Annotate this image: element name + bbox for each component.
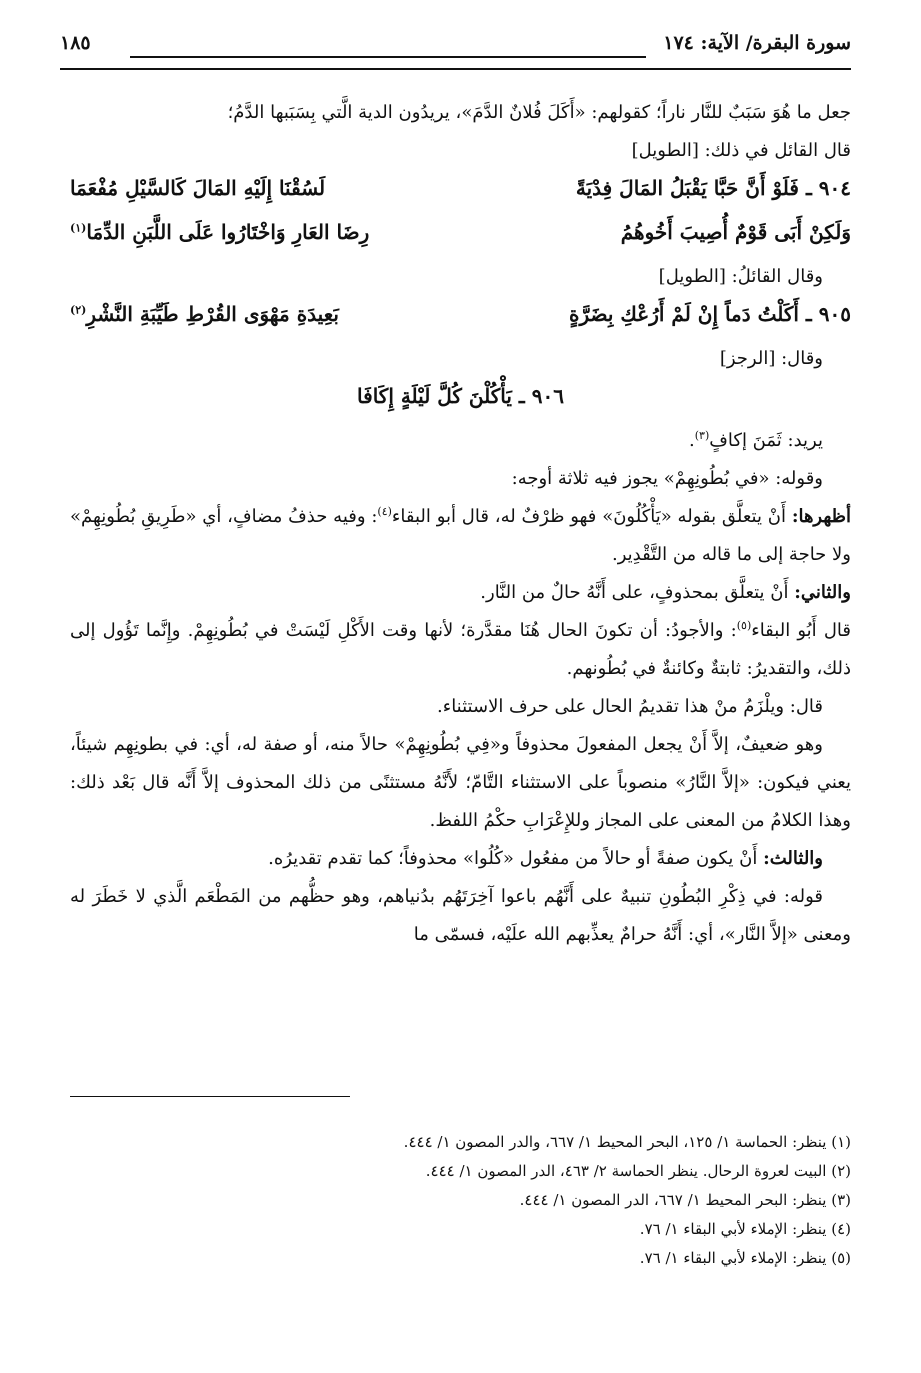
- text-run: : والأجودُ: أن تكونَ الحال هُنَا مقدَّرة؛ لأنها وقت الأَكْلِ لَيْسَتْ في بُطُونِهِمْ. وإِنَّما تَؤُول إلى ذلك، والتقديرُ: ثابتةٌ وكائنةٌ في بُطُونهم.: [70, 620, 851, 679]
- verse-line: [70, 378, 851, 422]
- header-rule: [130, 56, 646, 58]
- verse-hemistich: رِضَا العَارِ وَاخْتَارُوا عَلَى اللَّبَنِ الدِّمَا: [86, 220, 370, 244]
- running-header: [60, 28, 851, 68]
- verse-hemistich: وَلَكِنْ أَبَى قَوْمٌ أُصِيبَ أَخُوهُمُ: [620, 220, 851, 244]
- footnote-marker: (٢): [70, 303, 87, 317]
- paragraph: وقال القائلُ: [الطويل]: [658, 266, 823, 287]
- footnote-marker: (٥): [736, 619, 752, 632]
- text-run: أَنْ يتعلَّق بقوله «يَأْكُلُونَ» فهو ظرْفٌ له، قال أبو البقاء: [391, 506, 792, 527]
- text-run: أَنْ يتعلَّق بمحذوفٍ، على أَنَّهُ حالٌ من النَّار.: [480, 582, 795, 603]
- footnote: (٢) البيت لعروة الرحال. ينظر الحماسة ٢/ ٤٦٣، الدر المصون ١/ ٤٤٤.: [425, 1162, 851, 1180]
- footnotes: [70, 1128, 851, 1273]
- footnote: (٤) ينظر: الإملاء لأبي البقاء ١/ ٧٦.: [639, 1220, 851, 1238]
- paragraph: وقوله: «في بُطُونِهِمْ» يجوز فيه ثلاثة أوجه:: [511, 468, 823, 489]
- text-run: قال أَبُو البقاء: [751, 620, 851, 641]
- bold-term: والثاني:: [794, 582, 851, 603]
- paragraph: وقال: [الرجز]: [719, 348, 823, 369]
- bold-term: والثالث:: [763, 848, 823, 869]
- verse-line: [70, 214, 851, 258]
- footnote-marker: (١): [70, 221, 87, 235]
- paragraph: قوله: في ذِكْرِ البُطُونِ تنبيهٌ على أَنَّهُم باعوا آخِرَتَهُم بدُنياهم، وهو حظُّهم من المَطْعَم الَّذي لا خَطَرَ له ومعنى «إلاَّ النَّار»، أي: أَنَّهُ حرامٌ يعذِّبهم الله علَيْه، فسمّى ما: [70, 886, 851, 945]
- paragraph: [70, 612, 851, 688]
- text-run: يريد: ثَمَنَ إكافٍ: [709, 430, 823, 451]
- page-number: ١٨٥: [60, 32, 91, 54]
- verse-line: [70, 170, 851, 214]
- header-underline: [60, 68, 851, 70]
- paragraph: [70, 422, 851, 460]
- main-text: [70, 94, 851, 954]
- header-title: سورة البقرة/ الآية: ١٧٤: [663, 32, 851, 54]
- footnote: (١) ينظر: الحماسة ١/ ١٢٥، البحر المحيط ١/ ٦٦٧، والدر المصون ١/ ٤٤٤.: [403, 1133, 851, 1151]
- paragraph: قال القائل في ذلك: [الطويل]: [631, 140, 851, 161]
- text-run: .: [689, 430, 695, 451]
- paragraph: [70, 574, 851, 612]
- verse-hemistich: ٩٠٥ ـ أَكَلْتُ دَماً إِنْ لَمْ أَرُعْكِ بِضَرَّةٍ: [569, 302, 851, 326]
- verse-hemistich-with-note: [70, 220, 369, 244]
- footnote: (٣) ينظر: البحر المحيط ١/ ٦٦٧، الدر المصون ١/ ٤٤٤.: [519, 1191, 851, 1209]
- verse-hemistich: ٩٠٤ ـ فَلَوْ أَنَّ حَبَّا يَقْبَلُ المَالَ فِدْيَةً: [575, 176, 851, 200]
- text-run: : وفيه حذفُ مضافٍ، أي «طَرِيقِ بُطُونِهِمْ» ولا حاجة إلى ما قاله من التَّقْدِير.: [70, 506, 851, 565]
- verse-line: [70, 296, 851, 340]
- footnote: (٥) ينظر: الإملاء لأبي البقاء ١/ ٧٦.: [639, 1249, 851, 1267]
- footnote-marker: (٤): [377, 505, 392, 518]
- paragraph: قال: ويلْزَمُ منْ هذا تقديمُ الحال على حرف الاستثناء.: [437, 696, 823, 717]
- bold-term: أظهرها:: [791, 506, 851, 527]
- footnote-separator: [70, 1096, 350, 1097]
- verse-hemistich-with-note: [70, 302, 339, 326]
- verse-hemistich: لَسُقْنَا إِلَيْهِ المَالَ كَالسَّيْلِ مُفْعَمَا: [70, 176, 326, 200]
- text-run: أَنْ يكون صفةً أو حالاً من مفعُول «كُلُوا» محذوفاً؛ كما تقدم تقديرُه.: [268, 848, 764, 869]
- paragraph: جعل ما هُوَ سَبَبٌ للنَّار ناراً؛ كقولهم: «أَكَلَ فُلانٌ الدَّمَ»، يريدُون الدية الَّتي بِسَبَبها الدَّمُ؛: [227, 102, 851, 123]
- paragraph: وهو ضعيفٌ، إلاَّ أَنْ يجعل المفعولَ محذوفاً و«فِي بُطُونِهِمْ» حالاً منه، أو صفة له، أي: في بطونِهِم شيئاً، يعني فيكون: «إلاَّ النَّارُ» منصوباً على الاستثناء التَّامّ؛ لأَنَّهُ مستثنًى من ذلك المحذوف إلاَّ أَنَّه قال بَعْد ذلك: وهذا الكلامُ من المعنى على المجاز وللإِعْرَابِ حكْمُ اللفظ.: [70, 734, 851, 831]
- verse-rajaz: ٩٠٦ ـ يَأْكُلْنَ كُلَّ لَيْلَةٍ إِكَافَا: [357, 384, 564, 408]
- verse-hemistich: بَعِيدَةِ مَهْوَى القُرْطِ طَيِّبَةِ النَّشْرِ: [86, 302, 339, 326]
- paragraph: [70, 498, 851, 574]
- paragraph: [70, 840, 851, 878]
- footnote-marker: (٣): [694, 429, 710, 442]
